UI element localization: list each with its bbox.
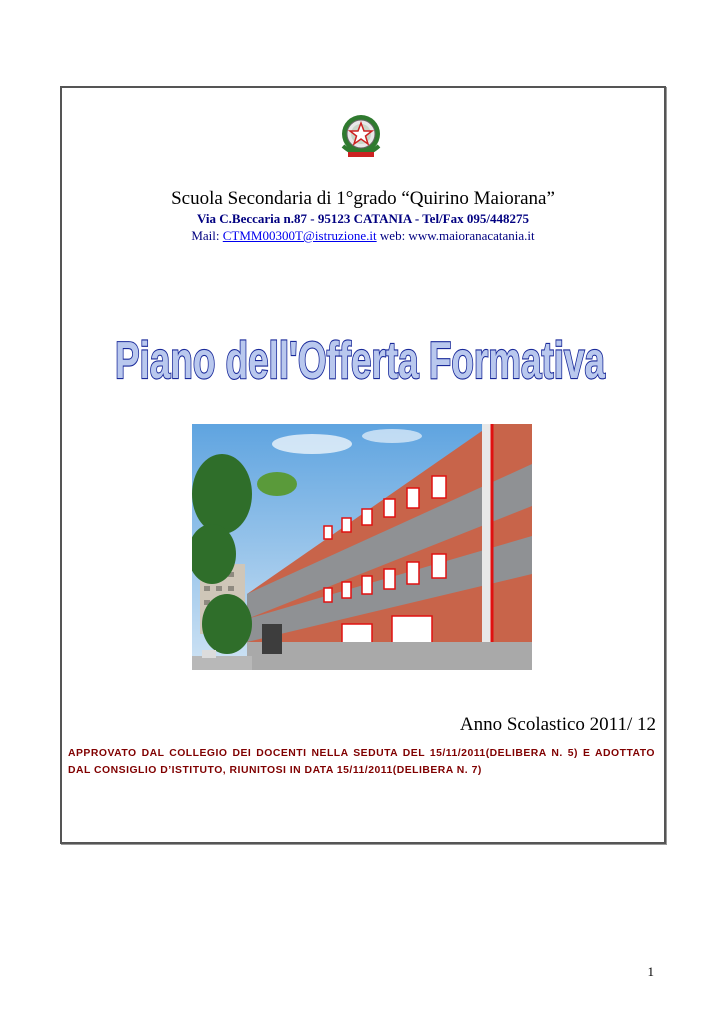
school-year: Anno Scolastico 2011/ 12	[459, 714, 656, 735]
mail-label: Mail:	[191, 228, 223, 243]
school-building-photo	[192, 424, 532, 670]
website-text: web: www.maioranacatania.it	[376, 228, 535, 243]
page-number: 1	[647, 964, 654, 979]
school-name: Scuola Secondaria di 1°grado “Quirino Maiorana”	[171, 188, 555, 209]
italian-republic-emblem	[338, 112, 384, 162]
document-title: Piano dell'Offerta Formativa	[115, 332, 606, 390]
contact-line	[60, 228, 666, 244]
school-address: Via C.Beccaria n.87 - 95123 CATANIA - Tel/Fax 095/448275	[197, 211, 529, 226]
document-title-wordart	[110, 330, 610, 392]
email-link[interactable]: CTMM00300T@istruzione.it	[222, 228, 377, 243]
approval-note: APPROVATO DAL COLLEGIO DEI DOCENTI NELLA SEDUTA DEL 15/11/2011(DELIBERA N. 5) E ADOTTATO DAL CONSIGLIO D’ISTITUTO, RIUNITOSI IN DATA 15/11/2011(DELIBERA N. 7)	[68, 748, 655, 776]
